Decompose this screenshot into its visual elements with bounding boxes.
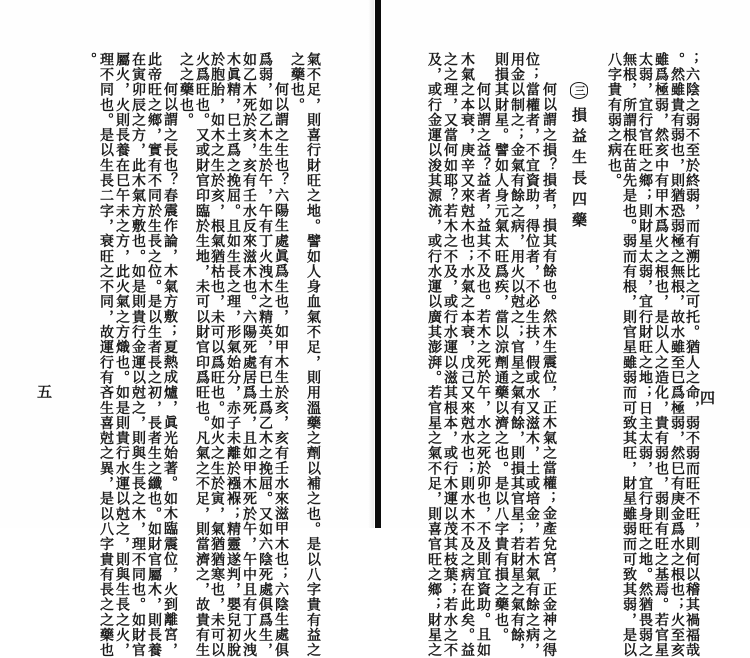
text-column: 之藥也。: [289, 52, 305, 113]
section-number: 三: [570, 82, 588, 99]
text-column: 無根，所謂根在苗先是也。弱而有根，則官星雖弱而可致其旺，財星雖弱而可致其弱，是以: [621, 52, 637, 658]
text-column: 在寅卯辰之方，此木氣方敷也。如是則貴行金運以尅之，則與生長之木，理不同也。如財官: [130, 52, 146, 658]
text-column: 理不同也。是以生長二字，衰旺之不同，故運行有吝生喜尅之異，是以八字貴有長之之藥也: [98, 52, 114, 658]
text-column: 太弱，宜行官旺之鄉；則財星太弱，宜行財旺之地；日主太弱，宜行身旺之地。然猶畏弱之: [637, 52, 653, 658]
section-heading: [569, 82, 590, 233]
text-column: 於胞胎，如木之生於亥，根氣猶枯也，未可以爲旺也。如火之生於寅，氣猶猶寒也，未可以: [209, 52, 225, 658]
text-column: 則損其財星。譬如人身元氣太旺爲疾，當以涼劑通藥以濟之也。是以八字貴有損之藥也。: [493, 52, 509, 643]
text-column: 屬火，火則長養在巳午未之方，此火氣之方熾也。如是則貴行水運以尅之，則與生長之火，: [114, 52, 130, 658]
text-column: 木氣之本衰，庚辛又來尅木也；水氣之本衰，戊己又來尅水也；則水木不及之病在此矣。益: [459, 52, 475, 658]
page-number: 五: [37, 383, 53, 401]
text-column: ；六陰之弱不至於終弱，而有溯比之可托。猶人之命，弱不弱而旺不旺，則何以稽其禍福哉: [684, 52, 700, 658]
text-column: 雖爲極弱，然亥中有甲木爲火之根也，是以人之造化，貴有弱也，弱則有旺之基焉。若官星: [653, 52, 669, 658]
text-column: 火爲旺也。又或財官印臨於生地，未可以財官印爲旺也。凡氣之不足，則當濟之，故貴有生: [194, 52, 210, 658]
text-column: 及，或行金運以浚其源流，或行水運以廣其澎湃。若官星之氣不足，則喜官旺之鄉；財星之: [426, 52, 442, 658]
section-title: 損益生長四藥: [570, 107, 588, 233]
text-column: 之之理，又當何如耶？若木之不及，或行水運以滋其根本，或行木運以茂其枝葉；若水之不: [442, 52, 458, 658]
text-column: 氣不足，則喜行財旺之地。譬如人身血氣不足，則用溫藥之劑以補之也。是以八字貴有益之: [305, 52, 321, 658]
text-column: 此帝旺之鄉，實有不同於生長之位。是以生者長之初，長者生之纖也。如財官屬木，則長養: [146, 52, 162, 658]
text-column: 木眞精，巳土爲之挽屈。且如生長之理，形氣始分，赤子未離於襁褓；精靈遂判，嬰兒初脫: [225, 52, 241, 658]
text-column: 用金以制之；金氣有餘之病，用火以尅之；官星之氣有餘，則損其官星；若財星之氣有餘，: [509, 52, 525, 658]
text-column: 之之藥也。: [178, 52, 194, 128]
text-column: 八字貴有弱之病也。: [606, 52, 622, 189]
text-column: 。然雖貴有弱也，則猶恐弱極之無根，故水雖至巳爲極弱，然巳有庚金爲水之根也；火至亥: [669, 52, 685, 658]
text-column: 位；當權者，不宜資助，得位者，不必生扶，假或水又滋木，土或培金，若木氣有餘之病，: [524, 52, 540, 658]
gutter-shadow: [368, 0, 374, 528]
page-number: 四: [700, 389, 716, 407]
text-column: 何以謂之生也？六陽生處眞爲生也，如甲木生於亥，亥有壬水來滋甲木也；六陰生處俱: [273, 82, 289, 658]
text-column: 如乙木死於亥，亥有壬水反來滋木也。六陽死處居爲死，且如甲木死於午，午中且有丁火洩: [241, 52, 257, 658]
text-column: 何以謂之損？損者，損其有餘也。然木生震位，正木氣之當權；金產兌宮，正金神之得: [541, 82, 557, 658]
text-column: 。: [81, 52, 97, 68]
text-column: 爲弱，如乙木生於午，午有丁火洩木之精英，有巳土爲乙木之挽屈。又如六陰死處俱爲生，: [257, 52, 273, 658]
right-page: [381, 0, 750, 658]
text-column: 何以謂之長也？春震作論，木氣方敷；夏熱成爐，眞光始著。如木臨震位，火到離宮，: [162, 82, 178, 658]
text-column: 何以謂之益？益者，益其不及也。若木之死於午，水之死於卯也，不及則宜資助。且如: [475, 82, 491, 658]
